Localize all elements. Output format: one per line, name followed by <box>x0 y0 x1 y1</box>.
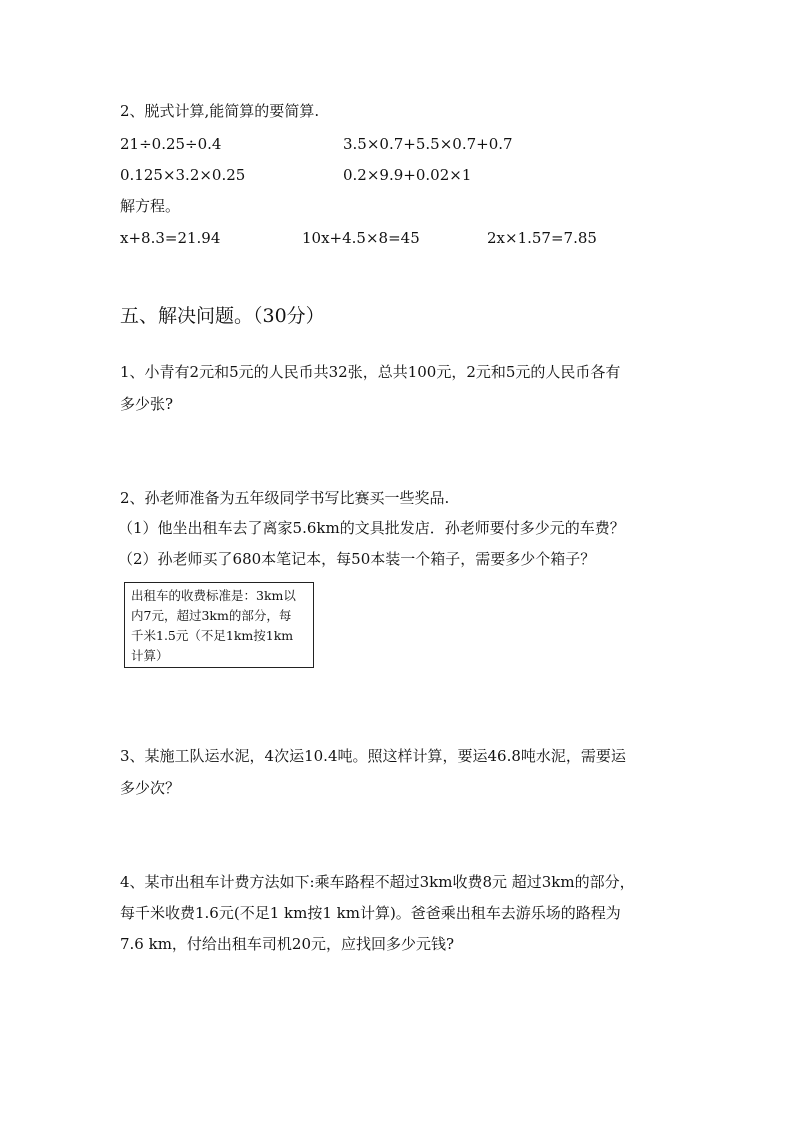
calc-item-3: 0.125×3.2×0.25 <box>120 166 246 184</box>
q2-sub2: （2）孙老师买了680本笔记本，每50本装一个箱子，需要多少个箱子？ <box>118 550 596 568</box>
q3-line1: 3、某施工队运水泥，4次运10.4吨。照这样计算，要运46.8吨水泥，需要运 <box>120 747 626 765</box>
calc-item-4: 0.2×9.9+0.02×1 <box>343 166 472 184</box>
q1-line1: 1、小青有2元和5元的人民币共32张，总共100元，2元和5元的人民币各有 <box>120 363 621 381</box>
calc-item-1: 21÷0.25÷0.4 <box>120 135 222 153</box>
fare-note-line: 出租车的收费标准是：3km以 <box>131 588 296 603</box>
section5-heading: 五、解决问题。（30分） <box>120 305 325 327</box>
q4-line1: 4、某市出租车计费方法如下:乘车路程不超过3km收费8元 超过3km的部分， <box>120 873 635 891</box>
equation-1: x+8.3=21.94 <box>120 229 221 247</box>
fare-note-line: 内7元，超过3km的部分，每 <box>131 608 292 623</box>
q2-line1: 2、孙老师准备为五年级同学书写比赛买一些奖品. <box>120 489 450 507</box>
calc-item-2: 3.5×0.7+5.5×0.7+0.7 <box>343 135 513 153</box>
q4-line3: 7.6 km，付给出租车司机20元，应找回多少元钱? <box>120 935 455 953</box>
q3-line2: 多少次？ <box>120 779 181 797</box>
fare-note-box <box>124 582 314 668</box>
section4-part2-title: 2、脱式计算,能简算的要简算. <box>120 102 320 120</box>
fare-note-line: 千米1.5元（不足1km按1km <box>131 628 294 643</box>
equation-3: 2x×1.57=7.85 <box>487 229 597 247</box>
equation-2: 10x+4.5×8=45 <box>302 229 420 247</box>
q4-line2: 每千米收费1.6元(不足1 km按1 km计算)。爸爸乘出租车去游乐场的路程为 <box>120 904 621 922</box>
equations-title: 解方程。 <box>120 197 181 215</box>
q2-sub1: （1）他坐出租车去了离家5.6km的文具批发店．孙老师要付多少元的车费？ <box>118 519 625 537</box>
q1-line2: 多少张? <box>120 395 174 413</box>
fare-note-line: 计算） <box>131 648 169 663</box>
